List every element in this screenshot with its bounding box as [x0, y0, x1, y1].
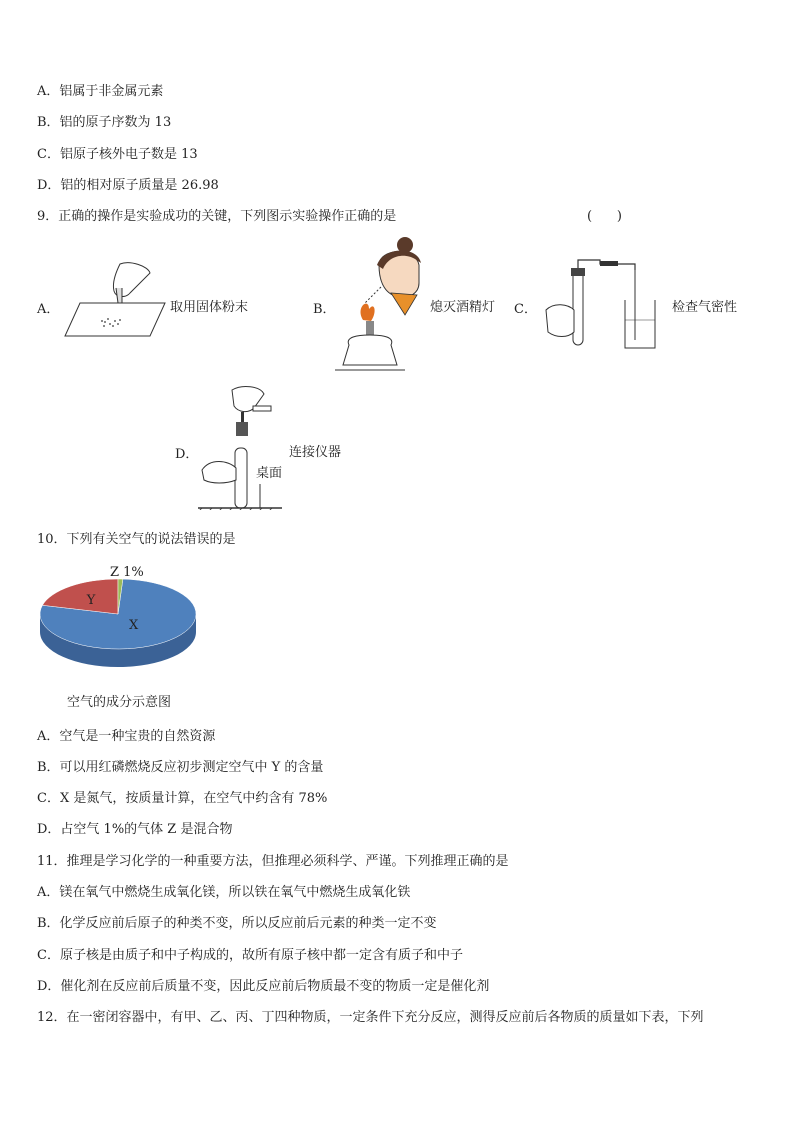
q9-option-d-desk-label: 桌面	[256, 466, 283, 481]
pie-annotation-z: Z 1%	[110, 565, 144, 580]
connect-apparatus-figure	[198, 384, 288, 510]
q9-option-c-caption: 检查气密性	[672, 300, 738, 315]
q10-option-c: C．X 是氮气，按质量计算，在空气中约含有 78%	[37, 791, 328, 806]
q9-option-a-letter: A．	[37, 302, 60, 317]
q9-option-c-letter: C．	[514, 302, 537, 317]
q9-option-d-caption: 连接仪器	[289, 445, 342, 460]
q9-option-a-caption: 取用固体粉末	[170, 300, 249, 315]
q8-option-a: A．铝属于非金属元素	[37, 84, 164, 99]
alcohol-lamp-figure	[335, 235, 427, 375]
q9-stem: 9．正确的操作是实验成功的关键，下列图示实验操作正确的是	[37, 209, 397, 224]
q11-option-c: C．原子核是由质子和中子构成的，故所有原子核中都一定含有质子和中子	[37, 948, 463, 963]
pie-label-y: Y	[86, 592, 96, 608]
q8-option-b: B．铝的原子序数为 13	[37, 115, 172, 130]
q8-option-c: C．铝原子核外电子数是 13	[37, 147, 198, 162]
q8-option-d: D．铝的相对原子质量是 26.98	[37, 178, 219, 193]
q12-stem: 12．在一密闭容器中，有甲、乙、丙、丁四种物质，一定条件下充分反应，测得反应前后各物质的质量如下表，下列	[37, 1010, 704, 1025]
q10-option-b: B．可以用红磷燃烧反应初步测定空气中 Y 的含量	[37, 760, 324, 775]
q11-option-b: B．化学反应前后原子的种类不变，所以反应前后元素的种类一定不变	[37, 916, 437, 931]
q10-stem: 10．下列有关空气的说法错误的是	[37, 532, 236, 547]
air-composition-pie-chart	[38, 562, 202, 692]
q10-option-a: A．空气是一种宝贵的自然资源	[37, 729, 216, 744]
powder-taking-figure	[60, 258, 170, 338]
q11-stem: 11．推理是学习化学的一种重要方法，但推理必须科学、严谨。下列推理正确的是	[37, 854, 509, 869]
q9-option-d-letter: D．	[175, 447, 199, 462]
q9-answer-bracket: ( )	[587, 209, 622, 224]
q11-option-a: A．镁在氧气中燃烧生成氧化镁，所以铁在氧气中燃烧生成氧化铁	[37, 885, 411, 900]
q9-option-b-caption: 熄灭酒精灯	[430, 300, 496, 315]
q10-option-d: D．占空气 1%的气体 Z 是混合物	[37, 822, 233, 837]
pie-label-x: X	[129, 617, 139, 633]
q11-option-d: D．催化剂在反应前后质量不变，因此反应前后物质最不变的物质一定是催化剂	[37, 979, 490, 994]
airtightness-check-figure	[540, 250, 670, 355]
pie-chart-title: 空气的成分示意图	[67, 695, 172, 710]
q9-option-b-letter: B．	[313, 302, 336, 317]
